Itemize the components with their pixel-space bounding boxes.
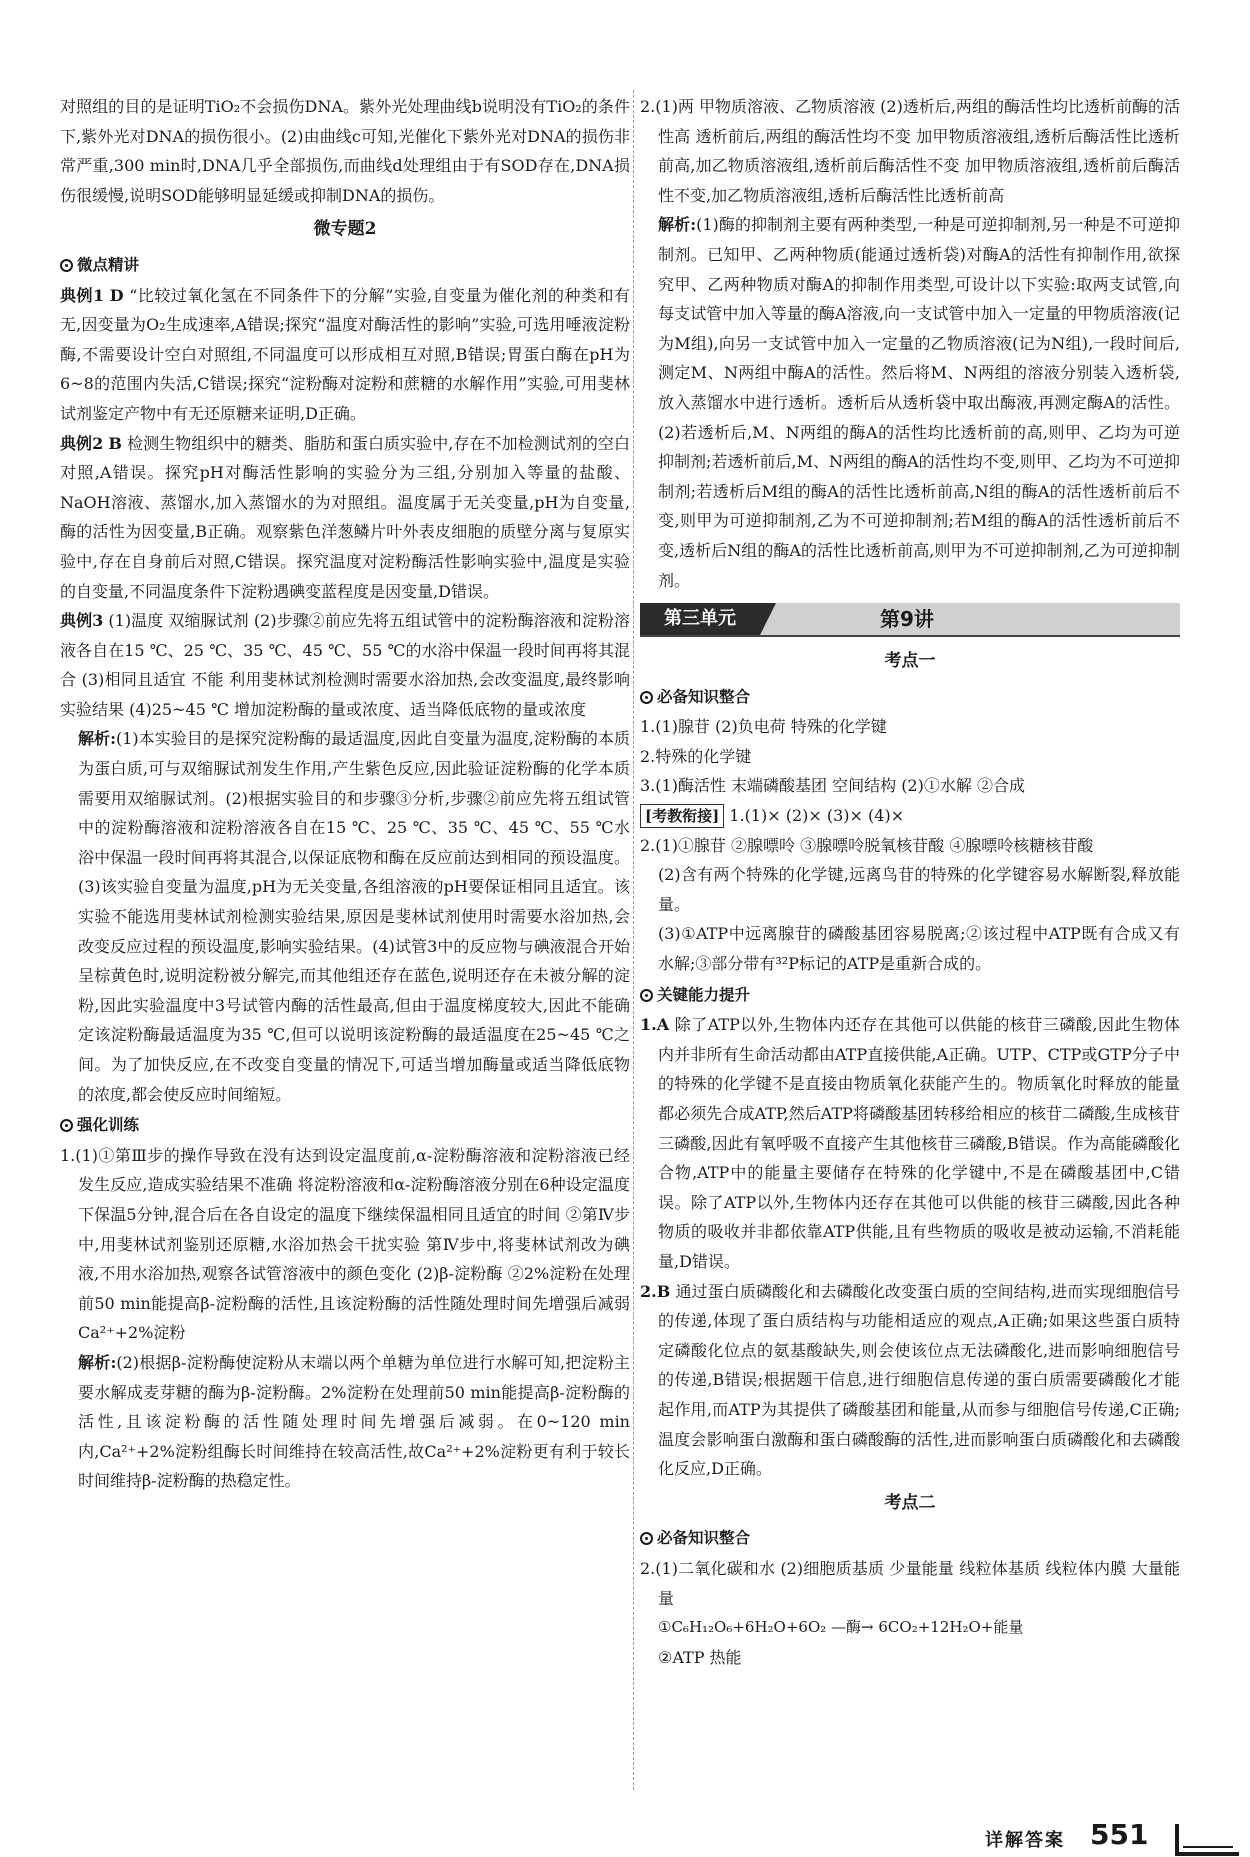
page-corner-icon [1175, 1824, 1239, 1856]
example-3-analysis: 解析:(1)本实验目的是探究淀粉酶的最适温度,因此自变量为温度,淀粉酶的本质为蛋白质,可与双缩脲试剂发生作用,产生紫色反应,因此验证淀粉酶的化学本质需要用双缩脲试剂。(2)根据实验目的和步骤③分析,步骤②前应先将五组试管中的淀粉酶溶液和淀粉溶液各自在15 ℃、25 ℃、35 ℃、45 ℃、55 ℃水浴中保温一段时间再将其混合,以保证底物和酶在反应前达到相同的预设温度。(3)该实验自变量为温度,pH为无关变量,各组溶液的pH要保证相同且适宜。该实验不能选用斐林试剂检测实验结果,原因是斐林试剂使用时需要水浴加热,会改变反应过程的预设温度,影响实验结果。(4)试管3中的反应物与碘液混合开始呈棕黄色时,说明淀粉被分解完,而其他组还存在蓝色,说明还存在未被分解的淀粉,因此实验温度中3号试管内酶的活性最高,但由于温度梯度较大,因此不能确定该淀粉酶最适温度为35 ℃,但可以说明该淀粉酶的最适温度在25~45 ℃之间。为了加快反应,在不改变自变量的情况下,可适当增加酶量或适当降低底物的浓度,都会使反应时间缩短。 [78, 729, 630, 1104]
ability-question-1: 1.A 除了ATP以外,生物体内还存在其他可以供能的核苷三磷酸,因此生物体内并非所有生命活动都由ATP直接供能,A正确。UTP、CTP或GTP分子中的特殊的化学键不是直接由物质氧化获能产生的。物质氧化时释放的能量都必须先合成ATP,然后ATP将磷酸基团转移给相应的核苷二磷酸,生成核苷三磷酸,因此有氧呼吸不直接产生其他核苷三磷酸,B错误。作为高能磷酸化合物,ATP中的能量主要储存在特殊的化学键中,不是在磷酸基团中,C错误。除了ATP以外,生物体内还存在其他可以供能的核苷三磷酸,因此各种物质的吸收并非都依靠ATP供能,且有些物质的吸收是被动运输,不消耗能量,D错误。 [640, 1015, 1180, 1271]
answer-line: 2.(1)二氧化碳和水 (2)细胞质基质 少量能量 线粒体基质 线粒体内膜 大量能量 [640, 1558, 1180, 1608]
footer-label: 详解答案 [985, 1830, 1065, 1851]
section-heading: 必备知识整合 [640, 1524, 1180, 1554]
page-number: 551 [1090, 1818, 1149, 1851]
question-1: 1.(1)①第Ⅲ步的操作导致在没有达到设定温度前,α-淀粉酶溶液和淀粉溶液已经发生反应,造成实验结果不准确 将淀粉溶液和α-淀粉酶溶液分别在6种设定温度下保温5分钟,混合后在各自设定的温度下继续保温相同且适宜的时间 ②第Ⅳ步中,用斐林试剂鉴别还原糖,水浴加热会干扰实验 第Ⅳ步中,将斐林试剂改为碘液,不用水浴加热,观察各试管溶液中的颜色变化 (2)β-淀粉酶 ②2%淀粉在处理前50 min能提高β-淀粉酶的活性,且该淀粉酶的活性随处理时间先增强后减弱 Ca²⁺+2%淀粉 [60, 1145, 630, 1343]
answer-line: [考教衔接] 1.(1)× (2)× (3)× (4)× [640, 801, 1180, 831]
question-1-analysis: 解析:(2)根据β-淀粉酶使淀粉从末端以两个单糖为单位进行水解可知,把淀粉主要水解成麦芽糖的酶为β-淀粉酶。2%淀粉在处理前50 min能提高β-淀粉酶的活性,且该淀粉酶的活性随处理时间先增强后减弱。在0~120 min内,Ca²⁺+2%淀粉组酶长时间维持在较高活性,故Ca²⁺+2%淀粉更有利于较长时间维持β-淀粉酶的热稳定性。 [78, 1352, 630, 1491]
answer-line: ②ATP 热能 [658, 1647, 742, 1667]
ability-question-2: 2.B 通过蛋白质磷酸化和去磷酸化改变蛋白质的空间结构,进而实现细胞信号的传递,体现了蛋白质结构与功能相适应的观点,A正确;如果这些蛋白质特定磷酸化位点的氨基酸缺失,则会使该位点无法磷酸化,进而影响细胞信号的传递,B错误;根据题干信息,进行细胞信息传递的蛋白质需要磷酸化才能起作用,而ATP为其提供了磷酸基团和能量,从而参与细胞信号传递,C正确;温度会影响蛋白激酶和蛋白磷酸酶的活性,进而影响蛋白质磷酸化和去磷酸化反应,D正确。 [640, 1281, 1180, 1479]
example-1: 典例1 D “比较过氧化氢在不同条件下的分解”实验,自变量为催化剂的种类和有无,因变量为O₂生成速率,A错误;探究“温度对酶活性的影响”实验,可选用唾液淀粉酶,不需要设计空白对照组,不同温度可以形成相互对照,B错误;胃蛋白酶在pH为6~8的范围内失活,C错误;探究“淀粉酶对淀粉和蔗糖的水解作用”实验,可用斐林试剂鉴定产物中有无还原糖来证明,D正确。 [60, 285, 630, 423]
unit-label: 第三单元 [640, 603, 760, 635]
lecture-title: 第9讲 [880, 607, 934, 632]
right-column [640, 92, 1180, 1672]
target-icon [640, 989, 653, 1002]
section-heading: 必备知识整合 [640, 683, 1180, 713]
intro-paragraph: 对照组的目的是证明TiO₂不会损伤DNA。紫外光处理曲线b说明没有TiO₂的条件下,紫外光对DNA的损伤很小。(2)由曲线c可知,光催化下紫外光对DNA的损伤非常严重,300 min时,DNA几乎全部损伤,而曲线d处理组由于有SOD存在,DNA损伤很缓慢,说明SOD能够明显延缓或抑制DNA的损伤。 [60, 97, 630, 205]
answer-line: 3.(1)酶活性 末端磷酸基团 空间结构 (2)①水解 ②合成 [640, 776, 1025, 796]
section-heading: 关键能力提升 [640, 981, 1180, 1011]
exam-link-tag: [考教衔接] [640, 804, 724, 828]
column-divider [633, 90, 634, 1790]
question-2-analysis: 解析:(1)酶的抑制剂主要有两种类型,一种是可逆抑制剂,另一种是不可逆抑制剂。已知甲、乙两种物质(能通过透析袋)对酶A的活性有抑制作用,欲探究甲、乙两种物质对酶A的抑制作用类型,可设计以下实验:取两支试管,向每支试管中加入等量的酶A溶液,向一支试管中加入一定量的甲物质溶液(记为M组),向另一支试管中加入一定量的乙物质溶液(记为N组),一段时间后,测定M、N两组中酶A的活性。然后将M、N两组的溶液分别装入透析袋,放入蒸馏水中进行透析。透析后从透析袋中取出酶液,再测定酶A的活性。(2)若透析后,M、N两组的酶A的活性均比透析前的高,则甲、乙均为可逆抑制剂;若透析前后,M、N两组的酶A的活性均不变,则甲、乙均为不可逆抑制剂;若透析后M组的酶A的活性比透析前高,N组的酶A的活性透析前后不变,则甲为可逆抑制剂,乙为不可逆抑制剂;若M组的酶A的活性透析前后不变,透析后N组的酶A的活性比透析前高,则甲为不可逆抑制剂,乙为可逆抑制剂。 [658, 215, 1180, 590]
keypoint-1-title: 考点一 [884, 651, 936, 672]
question-2: 2.(1)两 甲物质溶液、乙物质溶液 (2)透析后,两组的酶活性均比透析前酶的活性高 透析前后,两组的酶活性均不变 加甲物质溶液组,透析后酶活性比透析前高,加乙物质溶液组,透析前后酶活性不变 加甲物质溶液组,透析前后酶活性不变,加乙物质溶液组,透析后酶活性比透析前高 [640, 97, 1180, 205]
keypoint-2-title: 考点二 [884, 1492, 936, 1513]
page-footer [985, 1820, 1250, 1857]
unit-banner [640, 603, 1180, 637]
target-icon [60, 1119, 73, 1132]
example-2: 典例2 B 检测生物组织中的糖类、脂肪和蛋白质实验中,存在不加检测试剂的空白对照,A错误。探究pH对酶活性影响的实验分为三组,分别加入等量的盐酸、NaOH溶液、蒸馏水,加入蒸馏水的为对照组。温度属于无关变量,pH为自变量,酶的活性为因变量,B正确。观察紫色洋葱鳞片叶外表皮细胞的质壁分离与复原实验中,存在自身前后对照,C错误。探究温度对淀粉酶活性影响实验中,温度是实验的自变量,不同温度条件下淀粉遇碘变蓝程度是因变量,D错误。 [60, 433, 630, 601]
answer-line: (3)①ATP中远离腺苷的磷酸基团容易脱离;②该过程中ATP既有合成又有水解;③部分带有³²P标记的ATP是重新合成的。 [658, 924, 1180, 974]
respiration-equation: ①C₆H₁₂O₆+6H₂O+6O₂ —酶→ 6CO₂+12H₂O+能量 [658, 1618, 1024, 1637]
target-icon [640, 691, 653, 704]
answer-line: (2)含有两个特殊的化学键,远离鸟苷的特殊的化学键容易水解断裂,释放能量。 [658, 865, 1180, 914]
answer-line: 2.特殊的化学键 [640, 746, 752, 766]
answer-line: 1.(1)腺苷 (2)负电荷 特殊的化学键 [640, 717, 887, 737]
target-icon [60, 259, 73, 272]
left-column [60, 92, 630, 1496]
section-heading: 强化训练 [60, 1111, 630, 1141]
target-icon [640, 1532, 653, 1545]
example-3: 典例3 (1)温度 双缩脲试剂 (2)步骤②前应先将五组试管中的淀粉酶溶液和淀粉溶液各自在15 ℃、25 ℃、35 ℃、45 ℃、55 ℃的水浴中保温一段时间再将其混合 (3)相同且适宜 不能 利用斐林试剂检测时需要水浴加热,会改变温度,最终影响实验结果 (4)25~45 ℃ 增加淀粉酶的量或浓度、适当降低底物的量或浓度 [60, 611, 630, 719]
topic-title: 微专题2 [313, 219, 377, 240]
answer-line: 2.(1)①腺苷 ②腺嘌呤 ③腺嘌呤脱氧核苷酸 ④腺嘌呤核糖核苷酸 [640, 835, 1094, 855]
section-heading: 微点精讲 [60, 251, 630, 281]
